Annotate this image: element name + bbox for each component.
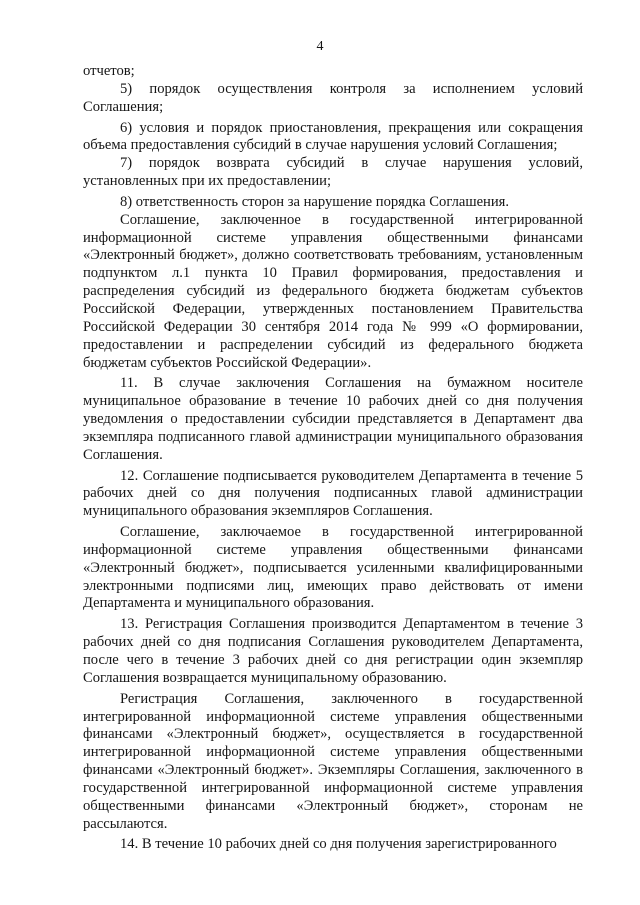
- document-body: [83, 63, 583, 854]
- paragraph-13: 13. Регистрация Соглашения производится Департаментом в течение 3 рабочих дней со дня подписания Соглашения руководителем Департамента, после чего в течение 3 рабочих дней со дня регистрации один экземпляр Соглашения возвращается муниципальному образованию.: [83, 616, 583, 686]
- paragraph-11: 11. В случае заключения Соглашения на бумажном носителе муниципальное образование в течение 10 рабочих дней со дня получения уведомления о предоставлении субсидии представляется в Департамент два экземпляра подписанного главой администрации муниципального образования Соглашения.: [83, 375, 583, 463]
- paragraph-electronic-agreement: Соглашение, заключенное в государственной интегрированной информационной системе управления общественными финансами «Электронный бюджет», должно соответствовать требованиям, установленным подпунктом л.1 пункта 10 Правил формирования, предоставления и распределения субсидий из федерального бюджета бюджетам субъектов Российской Федерации, утвержденных постановлением Правительства Российской Федерации 30 сентября 2014 года № 999 «О формировании, предоставлении и распределении субсидий из федерального бюджета бюджетам субъектов Российской Федерации».: [83, 211, 583, 371]
- list-item-8: 8) ответственность сторон за нарушение порядка Соглашения.: [120, 193, 510, 210]
- page-number: 4: [316, 39, 324, 54]
- list-item-6: 6) условия и порядок приостановления, прекращения или сокращения объема предоставления субсидий в случае нарушения условий Соглашения;: [83, 119, 583, 154]
- paragraph-12: 12. Соглашение подписывается руководителем Департамента в течение 5 рабочих дней со дня получения подписанных главой администрации муниципального образования экземпляров Соглашения.: [83, 467, 583, 520]
- paragraph-electronic-registration: Регистрация Соглашения, заключенного в государственной интегрированной информационной системе управления общественными финансами «Электронный бюджет», осуществляется в государственной интегрированной информационной системе управления общественными финансами «Электронный бюджет». Экземпляры Соглашения, заключенного в государственной интегрированной информационной системе управления общественными финансами «Электронный бюджет», сторонам не рассылаются.: [83, 690, 583, 832]
- paragraph-continuation: отчетов;: [83, 63, 135, 79]
- list-item-7: 7) порядок возврата субсидий в случае нарушения условий, установленных при их предоставлении;: [83, 155, 583, 190]
- paragraph-electronic-signing: Соглашение, заключаемое в государственной интегрированной информационной системе управления общественными финансами «Электронный бюджет», подписывается усиленными квалифицированными электронными подписями лиц, имеющих право действовать от имени Департамента и муниципального образования.: [83, 524, 583, 612]
- paragraph-14: 14. В течение 10 рабочих дней со дня получения зарегистрированного: [120, 836, 557, 853]
- list-item-5: 5) порядок осуществления контроля за исполнением условий Соглашения;: [83, 80, 583, 115]
